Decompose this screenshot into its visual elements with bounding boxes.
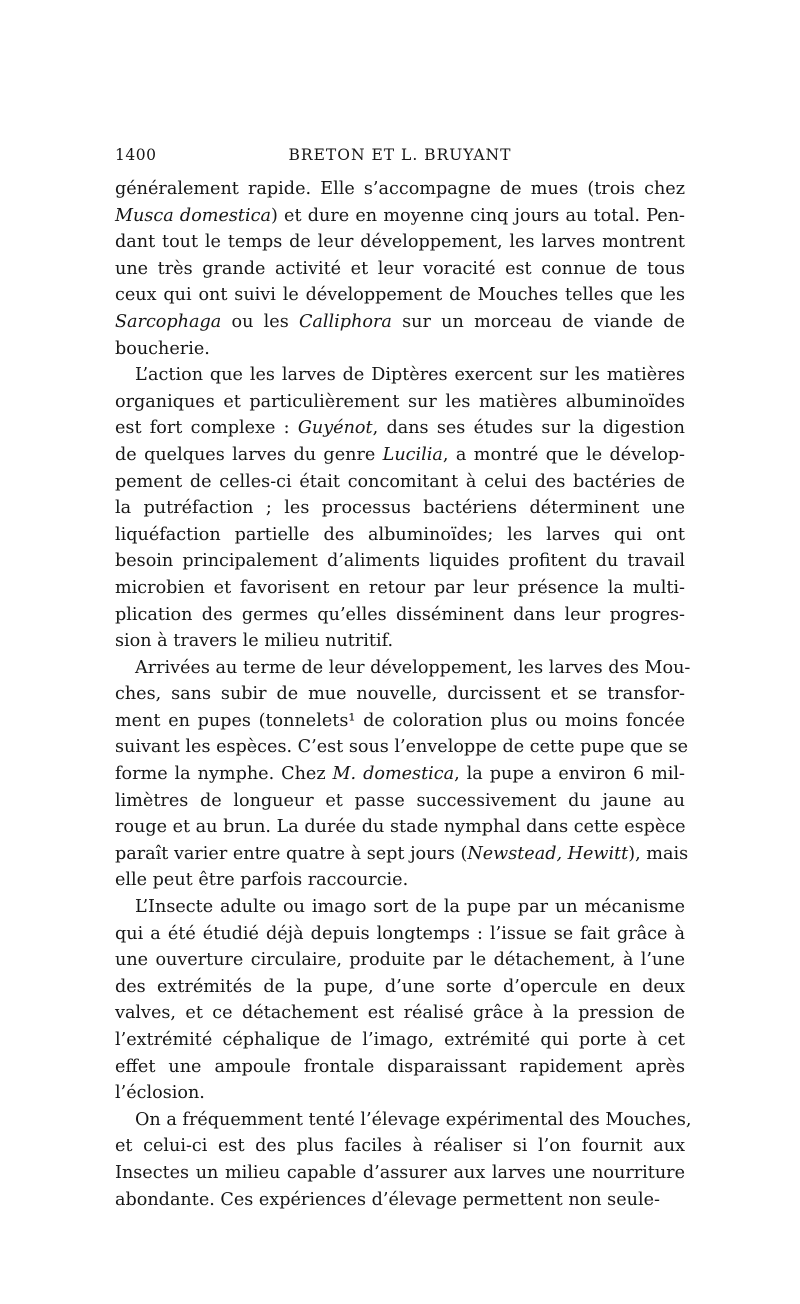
text-segment: elle peut être parfois raccourcie.: [115, 870, 409, 891]
text-line: [115, 1133, 685, 1160]
text-segment: la putréfaction ; les processus bactériens déterminent une: [115, 498, 685, 519]
book-page: [115, 146, 692, 1213]
text-segment: besoin principalement d’aliments liquides profitent du travail: [115, 551, 685, 572]
text-line: [115, 176, 685, 203]
running-head: BRETON ET L. BRUYANT: [288, 146, 512, 164]
text-line: [115, 229, 685, 256]
italic-term: Lucilia: [382, 444, 443, 465]
text-segment: abondante. Ces expériences d’élevage permettent non seule-: [115, 1189, 660, 1210]
text-segment: effet une ampoule frontale disparaissant rapidement après: [115, 1056, 685, 1077]
text-segment: sur un morceau de viande de: [391, 311, 685, 332]
text-line: [115, 309, 685, 336]
text-segment: ches, sans subir de mue nouvelle, durcissent et se transfor-: [115, 684, 685, 705]
text-line: [115, 841, 689, 868]
text-line: [115, 947, 685, 974]
text-line: [115, 415, 685, 442]
body-text: [115, 176, 692, 1213]
text-line: [115, 921, 685, 948]
text-line: [115, 708, 685, 735]
text-line: [115, 814, 685, 841]
text-line: [115, 894, 685, 921]
text-line: [115, 788, 685, 815]
text-line: [115, 1054, 685, 1081]
text-line: [115, 867, 685, 894]
text-segment: Insectes un milieu capable d’assurer aux larves une nourriture: [115, 1162, 685, 1183]
text-line: [115, 681, 685, 708]
text-segment: plication des germes qu’elles disséminent dans leur progres-: [115, 604, 685, 625]
text-segment: , a montré que le dévelop-: [442, 444, 685, 465]
text-line: [115, 1027, 685, 1054]
paragraph: [115, 362, 685, 655]
text-line: [115, 1080, 685, 1107]
text-line: [115, 362, 685, 389]
text-line: [115, 602, 685, 629]
text-segment: ) et dure en moyenne cinq jours au total. Pen-: [270, 205, 685, 226]
text-segment: paraît varier entre quatre à sept jours (: [115, 843, 468, 864]
text-line: [115, 1160, 685, 1187]
italic-term: Sarcophaga: [115, 311, 222, 332]
text-segment: On a fréquemment tenté l’élevage expérimental des Mouches,: [135, 1109, 692, 1130]
text-line: [115, 734, 689, 761]
paragraph: [115, 176, 685, 362]
italic-term: Calliphora: [298, 311, 392, 332]
text-segment: organiques et particulièrement sur les matières albuminoïdes: [115, 391, 685, 412]
text-segment: valves, et ce détachement est réalisé grâce à la pression de: [115, 1003, 685, 1024]
text-segment: boucherie.: [115, 338, 210, 359]
page-header: [115, 146, 685, 172]
italic-term: Newstead, Hewitt: [467, 843, 629, 864]
text-line: [115, 1000, 685, 1027]
text-line: [115, 548, 685, 575]
text-segment: qui a été étudié déjà depuis longtemps : l’issue se fait grâce à: [115, 923, 685, 944]
text-segment: une ouverture circulaire, produite par le détachement, à l’une: [115, 950, 685, 971]
text-segment: liquéfaction partielle des albuminoïdes; les larves qui ont: [115, 524, 685, 545]
text-segment: sion à travers le milieu nutritif.: [115, 631, 394, 652]
text-segment: microbien et favorisent en retour par leur présence la multi-: [115, 577, 685, 598]
text-line: [115, 655, 691, 682]
text-line: [115, 469, 685, 496]
text-segment: est fort complexe :: [115, 418, 298, 439]
text-line: [115, 495, 685, 522]
text-segment: rouge et au brun. La durée du stade nymphal dans cette espèce: [115, 817, 686, 838]
text-line: [115, 522, 685, 549]
paragraph: [115, 894, 685, 1107]
text-line: [115, 575, 685, 602]
text-line: [115, 256, 685, 283]
text-segment: ), mais: [628, 843, 689, 864]
text-segment: ment en pupes (tonnelets¹ de coloration plus ou moins foncée: [115, 710, 685, 731]
text-segment: limètres de longueur et passe successivement du jaune au: [115, 790, 685, 811]
text-line: [115, 282, 685, 309]
text-line: [115, 1187, 685, 1214]
text-segment: Arrivées au terme de leur développement, les larves des Mou-: [135, 657, 691, 678]
text-segment: généralement rapide. Elle s’accompagne de mues (trois chez: [115, 179, 685, 199]
italic-term: Guyénot: [297, 418, 373, 439]
text-segment: L’Insecte adulte ou imago sort de la pupe par un mécanisme: [135, 897, 685, 918]
text-segment: pement de celles-ci était concomitant à celui des bactéries de: [115, 471, 685, 492]
text-segment: L’action que les larves de Diptères exercent sur les matières: [135, 365, 685, 386]
text-line: [115, 628, 685, 655]
text-line: [115, 761, 685, 788]
text-segment: , la pupe a environ 6 mil-: [454, 764, 685, 785]
text-segment: l’extrémité céphalique de l’imago, extrémité qui porte à cet: [115, 1030, 685, 1050]
text-segment: ou les: [221, 311, 299, 332]
text-segment: et celui-ci est des plus faciles à réaliser si l’on fournit aux: [115, 1136, 685, 1157]
text-line: [115, 336, 685, 363]
italic-term: Musca domestica: [115, 205, 271, 226]
text-segment: forme la nymphe. Chez: [115, 764, 333, 785]
italic-term: M. domestica: [332, 764, 455, 785]
text-line: [115, 442, 685, 469]
text-line: [115, 389, 685, 416]
text-line: [115, 974, 685, 1001]
text-segment: de quelques larves du genre: [115, 444, 383, 465]
paragraph: [115, 1107, 692, 1213]
text-segment: suivant les espèces. C’est sous l’enveloppe de cette pupe que se: [115, 737, 689, 758]
text-segment: ceux qui ont suivi le développement de Mouches telles que les: [115, 285, 685, 306]
text-segment: dant tout le temps de leur développement, les larves montrent: [115, 232, 685, 253]
paragraph: [115, 655, 691, 894]
text-segment: une très grande activité et leur voracité est connue de tous: [115, 258, 685, 279]
text-segment: l’éclosion.: [115, 1083, 205, 1104]
text-line: [115, 203, 685, 230]
text-line: [115, 1107, 692, 1134]
page-number: 1400: [115, 146, 157, 164]
text-segment: , dans ses études sur la digestion: [372, 418, 685, 439]
text-segment: des extrémités de la pupe, d’une sorte d’opercule en deux: [115, 976, 685, 997]
